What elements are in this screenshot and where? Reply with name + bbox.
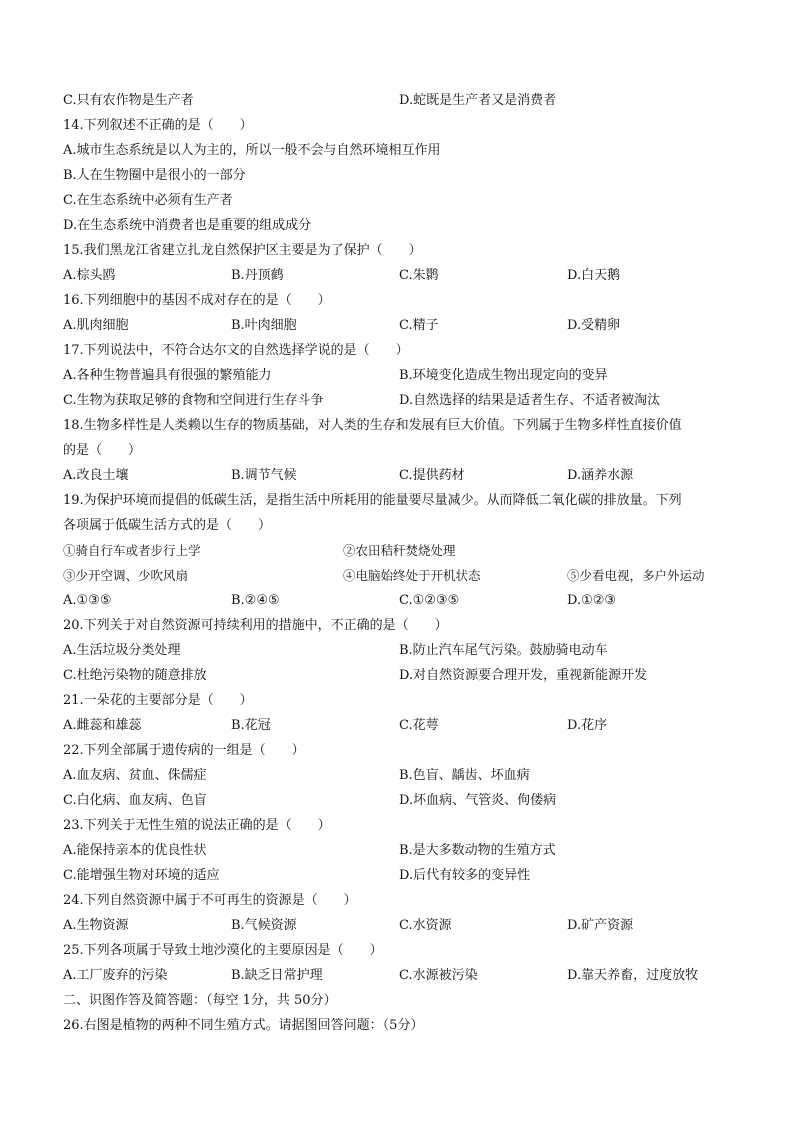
q15-option-d: D.白天鹅 bbox=[567, 268, 621, 283]
q21-option-b: B.花冠 bbox=[231, 718, 271, 733]
q20-option-d: D.对自然资源要合理开发，重视新能源开发 bbox=[399, 668, 648, 683]
q22-option-b: B.色盲、龋齿、坏血病 bbox=[399, 768, 530, 783]
q17-stem: 17.下列说法中，不符合达尔文的自然选择学说的是（ ） bbox=[63, 343, 409, 358]
q25-option-b: B.缺乏日常护理 bbox=[231, 968, 323, 983]
exam-page bbox=[63, 88, 738, 1038]
q14-option-a: A.城市生态系统是以人为主的，所以一般不会与自然环境相互作用 bbox=[63, 143, 441, 158]
q25-option-d: D.靠天养畜，过度放牧 bbox=[567, 968, 699, 983]
q16-stem: 16.下列细胞中的基因不成对存在的是（ ） bbox=[63, 293, 331, 308]
q19-option-c: C.①②③⑤ bbox=[399, 593, 460, 608]
q24-option-b: B.气候资源 bbox=[231, 918, 297, 933]
q25-option-c: C.水源被污染 bbox=[399, 968, 478, 983]
q17-option-c: C.生物为获取足够的食物和空间进行生存斗争 bbox=[63, 393, 324, 408]
q14-stem: 14.下列叙述不正确的是（ ） bbox=[63, 118, 253, 133]
q22-options-row-1 bbox=[63, 763, 738, 788]
q17-option-d: D.自然选择的结果是适者生存、不适者被淘汰 bbox=[399, 393, 661, 408]
q22-option-a: A.血友病、贫血、侏儒症 bbox=[63, 768, 207, 783]
q15-option-b: B.丹顶鹤 bbox=[231, 268, 284, 283]
q18-options-row bbox=[63, 463, 738, 488]
q19-items-row-2 bbox=[63, 563, 738, 588]
q19-stem-line-2: 各项属于低碳生活方式的是（ ） bbox=[63, 518, 272, 533]
q23-stem: 23.下列关于无性生殖的说法正确的是（ ） bbox=[63, 818, 331, 833]
q21-option-a: A.雌蕊和雄蕊 bbox=[63, 718, 142, 733]
q16-option-c: C.精子 bbox=[399, 318, 439, 333]
q18-option-b: B.调节气候 bbox=[231, 468, 297, 483]
q20-options-row-2 bbox=[63, 663, 738, 688]
q13-options-row bbox=[63, 88, 738, 113]
q21-option-c: C.花萼 bbox=[399, 718, 439, 733]
q25-option-a: A.工厂废弃的污染 bbox=[63, 968, 168, 983]
q20-options-row-1 bbox=[63, 638, 738, 663]
q21-option-d: D.花序 bbox=[567, 718, 608, 733]
q19-items-row-1 bbox=[63, 538, 738, 563]
q19-item-3: ③少开空调、少吹风扇 bbox=[63, 568, 189, 583]
q20-option-c: C.杜绝污染物的随意排放 bbox=[63, 668, 207, 683]
q24-option-d: D.矿产资源 bbox=[567, 918, 634, 933]
q22-option-c: C.白化病、血友病、色盲 bbox=[63, 793, 207, 808]
q13-option-c: C.只有农作物是生产者 bbox=[63, 93, 194, 108]
q17-option-b: B.环境变化造成生物出现定向的变异 bbox=[399, 368, 608, 383]
q15-stem: 15.我们黑龙江省建立扎龙自然保护区主要是为了保护（ ） bbox=[63, 243, 422, 258]
q14-option-d: D.在生态系统中消费者也是重要的组成成分 bbox=[63, 218, 312, 233]
q18-option-c: C.提供药材 bbox=[399, 468, 465, 483]
section-2-heading: 二、识图作答及简答题：（每空 1分，共 50分） bbox=[63, 993, 337, 1008]
q19-option-a: A.①③⑤ bbox=[63, 593, 112, 608]
q23-option-c: C.能增强生物对环境的适应 bbox=[63, 868, 220, 883]
q13-option-d: D.蛇既是生产者又是消费者 bbox=[399, 93, 557, 108]
q16-option-a: A.肌肉细胞 bbox=[63, 318, 129, 333]
q25-options-row bbox=[63, 963, 738, 988]
q18-stem-line-1: 18.生物多样性是人类赖以生存的物质基础，对人类的生存和发展有巨大价值。下列属于生物多样性直接价值 bbox=[63, 418, 682, 433]
q20-option-a: A.生活垃圾分类处理 bbox=[63, 643, 181, 658]
q15-options-row bbox=[63, 263, 738, 288]
q24-options-row bbox=[63, 913, 738, 938]
q18-stem-line-2: 的是（ ） bbox=[63, 443, 142, 458]
q16-options-row bbox=[63, 313, 738, 338]
q18-option-d: D.涵养水源 bbox=[567, 468, 634, 483]
q21-stem: 21.一朵花的主要部分是（ ） bbox=[63, 693, 253, 708]
q19-option-d: D.①②③ bbox=[567, 593, 617, 608]
q20-stem: 20.下列关于对自然资源可持续利用的措施中，不正确的是（ ） bbox=[63, 618, 448, 633]
q22-option-d: D.坏血病、气管炎、佝偻病 bbox=[399, 793, 557, 808]
q20-option-b: B.防止汽车尾气污染。鼓励骑电动车 bbox=[399, 643, 608, 658]
q19-option-b: B.②④⑤ bbox=[231, 593, 280, 608]
q19-item-4: ④电脑始终处于开机状态 bbox=[343, 568, 481, 583]
q24-option-a: A.生物资源 bbox=[63, 918, 129, 933]
q19-item-2: ②农田秸秆焚烧处理 bbox=[343, 543, 456, 558]
q17-options-row-2 bbox=[63, 388, 738, 413]
q23-option-b: B.是大多数动物的生殖方式 bbox=[399, 843, 556, 858]
q19-item-1: ①骑自行车或者步行上学 bbox=[63, 543, 201, 558]
q19-options-row bbox=[63, 588, 738, 613]
q19-item-5: ⑤少看电视，多户外运动 bbox=[567, 568, 705, 583]
q26-stem: 26.右图是植物的两种不同生殖方式。请据图回答问题：（5分） bbox=[63, 1018, 424, 1033]
q24-stem: 24.下列自然资源中属于不可再生的资源是（ ） bbox=[63, 893, 357, 908]
q23-options-row-1 bbox=[63, 838, 738, 863]
q17-options-row-1 bbox=[63, 363, 738, 388]
q22-stem: 22.下列全部属于遗传病的一组是（ ） bbox=[63, 743, 305, 758]
q24-option-c: C.水资源 bbox=[399, 918, 452, 933]
q23-option-a: A.能保持亲本的优良性状 bbox=[63, 843, 207, 858]
q14-option-b: B.人在生物圈中是很小的一部分 bbox=[63, 168, 246, 183]
q19-stem-line-1: 19.为保护环境而提倡的低碳生活，是指生活中所耗用的能量要尽量减少。从而降低二氧化碳的排放量。下列 bbox=[63, 493, 682, 508]
q18-option-a: A.改良土壤 bbox=[63, 468, 129, 483]
q21-options-row bbox=[63, 713, 738, 738]
q16-option-d: D.受精卵 bbox=[567, 318, 621, 333]
q15-option-a: A.棕头鸥 bbox=[63, 268, 116, 283]
q25-stem: 25.下列各项属于导致土地沙漠化的主要原因是（ ） bbox=[63, 943, 383, 958]
q23-option-d: D.后代有较多的变异性 bbox=[399, 868, 531, 883]
q22-options-row-2 bbox=[63, 788, 738, 813]
q23-options-row-2 bbox=[63, 863, 738, 888]
q17-option-a: A.各种生物普遍具有很强的繁殖能力 bbox=[63, 368, 272, 383]
q15-option-c: C.朱鹮 bbox=[399, 268, 439, 283]
q16-option-b: B.叶肉细胞 bbox=[231, 318, 297, 333]
q14-option-c: C.在生态系统中必须有生产者 bbox=[63, 193, 233, 208]
